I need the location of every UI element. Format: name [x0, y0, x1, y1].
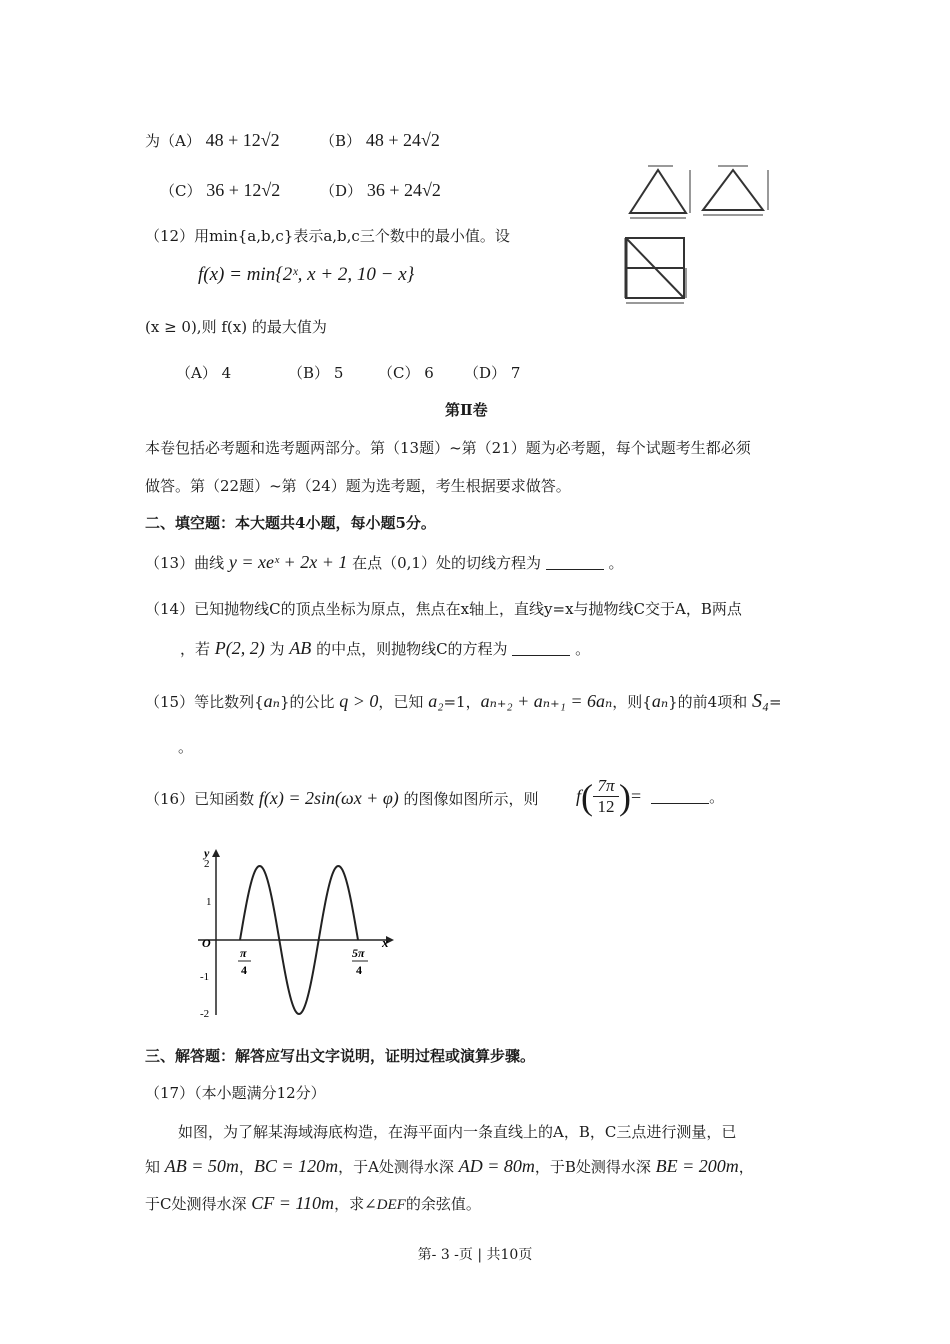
q11-option-d-expr: 36 + 24√2 [366, 180, 441, 200]
q12-option-b-value: 5 [333, 364, 344, 382]
q17-cf: CF = 110m [251, 1193, 335, 1213]
q14-text-c: 的中点，则抛物线C的方程为 [311, 640, 508, 658]
q14-text-a: ，若 [180, 640, 215, 658]
q13 [145, 552, 624, 573]
q16-answer-blank[interactable] [651, 789, 709, 804]
q14-point: P(2, 2) [214, 638, 265, 658]
q12-option-d [464, 362, 520, 383]
q12-option-a-label: （A） [176, 364, 217, 382]
q15-text-d: =1， [443, 693, 481, 711]
q15-text-g: = [768, 693, 782, 711]
q15-line2: 。 [178, 738, 194, 756]
part2-title: 第Ⅱ卷 [445, 401, 488, 419]
q12-option-b-label: （B） [288, 364, 330, 382]
q13-text-c: 。 [608, 554, 624, 572]
y-axis-arrow-icon [212, 849, 220, 857]
q16-text-b: 的图像如图所示，则 [398, 790, 539, 808]
q11-option-c-label: （C） [160, 182, 202, 200]
q17-l2-text-e: ， [738, 1158, 754, 1176]
y-tick-label-2: 2 [204, 858, 210, 870]
y-tick-label-neg2: -2 [200, 1008, 210, 1020]
q16-denominator: 12 [597, 797, 615, 816]
q14-text-b: 为 [264, 640, 290, 658]
x-tick-pi4-num: π [240, 946, 247, 960]
x-tick-pi4-den: 4 [241, 963, 247, 977]
x-tick-5pi4-num: 5π [352, 946, 365, 960]
q17-l2-text-d: ，于B处测得水深 [534, 1158, 656, 1176]
q17-l3-text-b: ，求 [334, 1195, 365, 1213]
q14-segment: AB [289, 638, 312, 658]
q15-a2: a₂ [428, 691, 444, 711]
q13-text-b: 在点（0,1）处的切线方程为 [347, 554, 541, 572]
q12-cond: (x ≥ 0),则 f(x) 的最大值为 [145, 318, 327, 336]
y-tick-label-neg1: -1 [200, 971, 210, 983]
q17-angle-def: ∠DEF [364, 1197, 406, 1213]
q14-answer-blank[interactable] [512, 641, 570, 656]
x-tick-5pi4-den: 4 [356, 963, 362, 977]
q11-option-d-label: （D） [320, 182, 363, 200]
q15-text-c: ，已知 [378, 693, 429, 711]
q11-option-b-label: （B） [320, 132, 362, 150]
q17-l3-text-a: 于C处测得水深 [145, 1195, 252, 1213]
three-view-figure [618, 158, 778, 308]
q15-ratio: q > 0 [339, 691, 379, 711]
q16-text-a: （16）已知函数 [145, 790, 259, 808]
q15-text-e: ，则{ [612, 693, 652, 711]
q17-l3-text-c: 的余弦值。 [405, 1195, 481, 1213]
q15-line1 [145, 690, 782, 713]
q17-bc: BC = 120m [253, 1156, 339, 1176]
q12-formula: f(x) = min{2ˣ, x + 2, 10 − x} [198, 264, 415, 285]
q15-s4: S₄ [751, 690, 769, 712]
q17-be: BE = 200m [655, 1156, 739, 1176]
q12-option-d-label: （D） [464, 364, 507, 382]
q15-text-b: }的公比 [279, 693, 340, 711]
q11-option-d [320, 180, 441, 201]
q16-numerator: 7π [597, 776, 615, 795]
q14-line2 [180, 638, 590, 659]
q17-ab: AB = 50m [164, 1156, 239, 1176]
q11-option-c-expr: 36 + 12√2 [206, 180, 281, 200]
q11-line1 [145, 130, 280, 151]
q16-fraction [593, 776, 619, 817]
origin-label: O [202, 936, 211, 950]
q17-head: （17）（本小题满分12分） [145, 1084, 326, 1102]
q13-expr: y = xeˣ + 2x + 1 [228, 552, 348, 572]
q15-an-2: aₙ [651, 691, 669, 711]
q16 [145, 788, 539, 809]
q17-line2 [145, 1156, 754, 1177]
q12-stem: （12）用min{a,b,c}表示a,b,c三个数中的最小值。设 [145, 227, 510, 245]
q11-option-b [320, 130, 440, 151]
part2-intro-line2: 做答。第（22题）~第（24）题为选考题，考生根据要求做答。 [145, 477, 571, 495]
q12-option-d-value: 7 [510, 364, 521, 382]
x-axis-label: x [382, 935, 389, 950]
q16-right-paren: ) [619, 776, 632, 817]
q15-an: aₙ [263, 691, 280, 711]
y-tick-label-1: 1 [206, 896, 212, 908]
q17-line3 [145, 1193, 481, 1214]
q13-answer-blank[interactable] [546, 555, 604, 570]
section2-title: 二、填空题：本大题共4小题，每小题5分。 [145, 514, 436, 532]
q16-left-paren: ( [581, 776, 594, 817]
q13-text-a: （13）曲线 [145, 554, 229, 572]
q11-option-a-expr: 48 + 12√2 [205, 130, 280, 150]
q16-function: f(x) = 2sin(ωx + φ) [258, 788, 399, 808]
section3-title: 三、解答题：解答应写出文字说明，证明过程或演算步骤。 [145, 1047, 536, 1065]
side-view-triangle [703, 170, 763, 210]
q17-line1: 如图，为了解某海域海底构造，在海平面内一条直线上的A，B，C三点进行测量，已 [178, 1123, 737, 1141]
q15-text-a: （15）等比数列{ [145, 693, 264, 711]
page-footer: 第- 3 -页 | 共10页 [417, 1247, 533, 1263]
q14-line1: （14）已知抛物线C的顶点坐标为原点，焦点在x轴上，直线y=x与抛物线C交于A，B两点 [145, 600, 742, 618]
q17-l2-text-c: ，于A处测得水深 [338, 1158, 459, 1176]
q12-option-a [176, 362, 231, 383]
q11-option-c [160, 180, 280, 201]
q12-option-b [288, 362, 343, 383]
q17-l2-text-a: 知 [145, 1158, 165, 1176]
part2-intro-line1: 本卷包括必考题和选考题两部分。第（13题）~第（21）题为必考题，每个试题考生都必须 [145, 439, 751, 457]
sine-graph [190, 845, 400, 1025]
q12-option-c [378, 362, 434, 383]
q16-eval [576, 776, 724, 817]
q16-text-end: 。 [709, 788, 725, 806]
y-axis-label: y [204, 846, 210, 860]
q16-f: f [576, 786, 582, 806]
q15-text-f: }的前4项和 [668, 693, 752, 711]
q11-prefix: 为 [145, 132, 161, 150]
q17-l2-text-b: ， [238, 1158, 254, 1176]
q11-option-b-expr: 48 + 24√2 [365, 130, 440, 150]
front-view-triangle [630, 170, 686, 213]
q11-option-a-label: （A） [160, 132, 201, 150]
q12-option-c-label: （C） [378, 364, 420, 382]
q17-ad: AD = 80m [458, 1156, 535, 1176]
q12-option-c-value: 6 [424, 364, 434, 382]
q14-text-d: 。 [575, 640, 591, 658]
q12-option-a-value: 4 [221, 364, 232, 382]
q16-equals: = [631, 786, 642, 806]
q15-recurrence: aₙ₊₂ + aₙ₊₁ = 6aₙ [480, 691, 613, 711]
